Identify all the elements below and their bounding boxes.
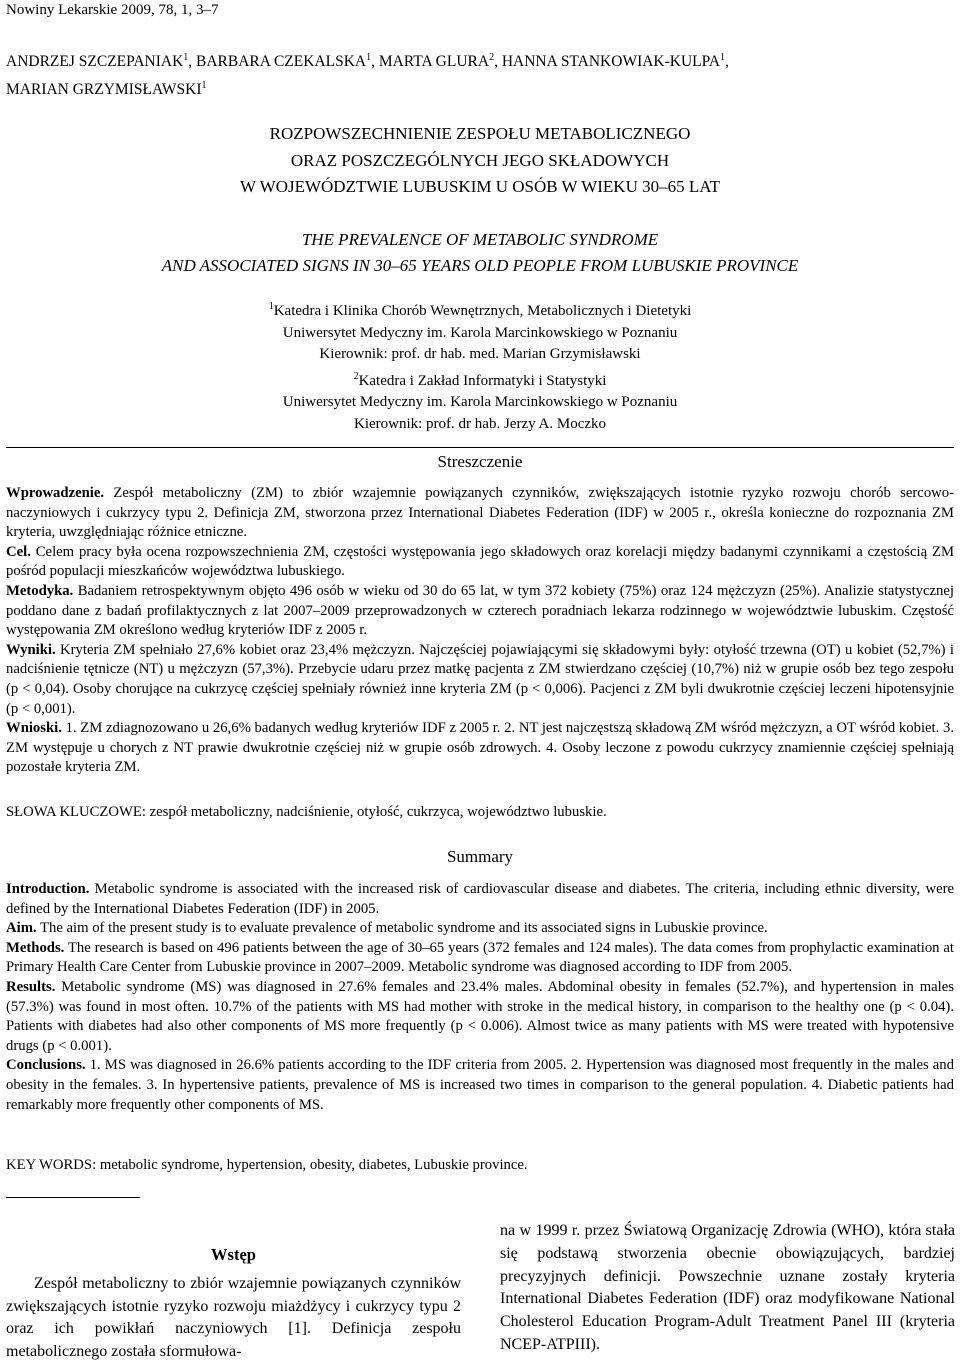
divider [6,1197,140,1198]
affiliations: $^1$Katedra i Klinika Chorób Wewnętrznych, Metabolicznych i Dietetyki Uniwersytet Medyczny im. Karola Marcinkowskiego w Poznaniu Kierownik: prof. dr hab. med. Marian Grzymisławski $^2$Katedra i Zakład Informatyki i Statystyki Uniwersytet Medyczny im. Karola Marcinkowskiego w Poznaniu Kierownik: prof. dr hab. Jerzy A. Moczko [268,301,692,432]
title-polish: ROZPOWSZECHNIENIE ZESPOŁU METABOLICZNEGO ORAZ POSZCZEGÓLNYCH JEGO SKŁADOWYCH W WOJEWÓDZTWIE LUBUSKIM U OSÓB W WIEKU 30–65 LAT [239,124,721,196]
streszczenie-abstract: Wprowadzenie. Zespół metaboliczny (ZM) to zbiór wzajemnie powiązanych czynników, zwiększających istotnie ryzyko rozwoju chorób sercowo-naczyniowych i cukrzycy typu 2. Definicja ZM, stworzona przez International Diabetes Federation (IDF) w 2005 r., określa konieczne do rozpoznania ZM kryteria, uwzględniając różnice etniczne. Cel. Celem pracy była ocena rozpowszechnienia ZM, częstości występowania jego składowych oraz korelacji między badanymi czynnikami a częstością ZM pośród populacji mieszkańców województwa lubuskiego. Metodyka. Badaniem retrospektywnym objęto 496 osób w wieku od 30 do 65 lat, w tym 372 kobiety (75%) oraz 124 mężczyzn (25%). Analizie statystycznej poddano dane z badań profilaktycznych z lat 2007–2009 przeprowadzonych w czterech poradniach lekarza rodzinnego w województwie lubuskim. Częstość występowania ZM określono według kryteriów IDF z 2005 r. Wyniki. Kryteria ZM spełniało 27,6% kobiet oraz 23,4% mężczyzn. Najczęściej pojawiającymi się składowymi były: otyłość trzewna (OT) u kobiet (52,7%) i nadciśnienie tętnicze (NT) u mężczyzn (57,3%). Przebycie udaru przez matkę pacjenta z ZM stwierdzano częściej (10,7%) niż w grupie osób bez tego zespołu (p < 0,04). Osoby chorujące na cukrzycę częściej spełniały również inne kryteria ZM (p < 0,006). Pacjenci z ZM byli dwukrotnie częściej leczeni hipotensyjnie (p < 0,001). Wnioski. 1. ZM zdiagnozowano u 26,6% badanych według kryteriów IDF z 2005 r. 2. NT jest najczęstszą składową ZM wśród mężczyzn, a OT wśród kobiet. 3. ZM występuje u chorych z NT prawie dwukrotnie częściej niż w grupie osób zdrowych. 4. Osoby leczone z powodu cukrzycy znamiennie częściej spełniają pozostałe kryteria ZM. [6,485,954,776]
keywords-polish: SŁOWA KLUCZOWE: zespół metaboliczny, nadciśnienie, otyłość, cukrzyca, województwo lubuskie. [6,804,607,820]
authors: ANDRZEJ SZCZEPANIAK$^1$, BARBARA CZEKALSKA$^1$, MARTA GLURA$^2$, HANNA STANKOWIAK-KULPA$^1$, MARIAN GRZYMISŁAWSKI$^1$ [6,52,729,99]
author: HANNA STANKOWIAK-KULPA [501,53,721,71]
streszczenie-heading: Streszczenie [437,452,523,471]
keywords-english: KEY WORDS: metabolic syndrome, hypertension, obesity, diabetes, Lubuskie province. [6,1157,528,1173]
introduction-column-left [6,1244,461,1364]
journal-citation: Nowiny Lekarskie 2009, 78, 1, 3–7 [6,2,219,18]
title-english: THE PREVALENCE OF METABOLIC SYNDROME AND ASSOCIATED SIGNS IN 30–65 YEARS OLD PEOPLE FROM LUBUSKIE PROVINCE [161,230,799,275]
author: MARTA GLURA [378,53,490,71]
author: MARIAN GRZYMISŁAWSKI [6,81,202,99]
author: BARBARA CZEKALSKA [196,53,367,71]
introduction-text: Zespół metaboliczny to zbiór wzajemnie powiązanych czynników zwiększających istotnie ryzyko rozwoju miażdżycy i cukrzycy typu 2 oraz ich powikłań naczyniowych [1]. Definicja zespołu metabolicznego została sformułowa- [6,1274,461,1361]
author: ANDRZEJ SZCZEPANIAK [6,53,184,71]
summary-abstract: Introduction. Metabolic syndrome is associated with the increased risk of cardiovascular disease and diabetes. The criteria, including ethnic diversity, were defined by the International Diabetes Federation (IDF) in 2005. Aim. The aim of the present study is to evaluate prevalence of metabolic syndrome and its associated signs in Lubuskie province. Methods. The research is based on 496 patients between the age of 30–65 years (372 females and 124 males). The data comes from prophylactic examination at Primary Health Care Center from Lubuskie province in 2007–2009. Metabolic syndrome was diagnosed according to IDF from 2005. Results. Metabolic syndrome (MS) was diagnosed in 27.6% females and 23.4% males. Abdominal obesity in females (52.7%), and hypertension in males (57.3%) was found in most often. 10.7% of the patients with MS had mother with stroke in the medical history, in comparison to the healthy one (p < 0.04). Patients with diabetes had also other components of MS more frequently (p < 0.006). Almost twice as many patients with MS were treated with hypotensive drugs (p < 0.001). Conclusions. 1. MS was diagnosed in 26.6% patients according to the IDF criteria from 2005. 2. Hypertension was diagnosed most frequently in the males and obesity in the females. 3. In hypertensive patients, prevalence of MS is increased two times in comparison to the general population. 4. Diabetic patients had remarkably more frequently other components of MS. [6,881,954,1113]
introduction-column-right: na w 1999 r. przez Światową Organizację Zdrowia (WHO), która stała się podstawą stworzenia obecnie obowiązujących, bardziej precyzyjnych definicji. Powszechnie uznane zostały kryteria International Diabetes Federation (IDF) oraz modyfikowane National Cholesterol Education Program-Adult Treatment Panel III (kryteria NCEP-ATPIII). [500,1222,955,1353]
summary-heading: Summary [446,847,514,866]
divider [6,447,954,448]
introduction-heading: Wstęp [211,1245,256,1264]
